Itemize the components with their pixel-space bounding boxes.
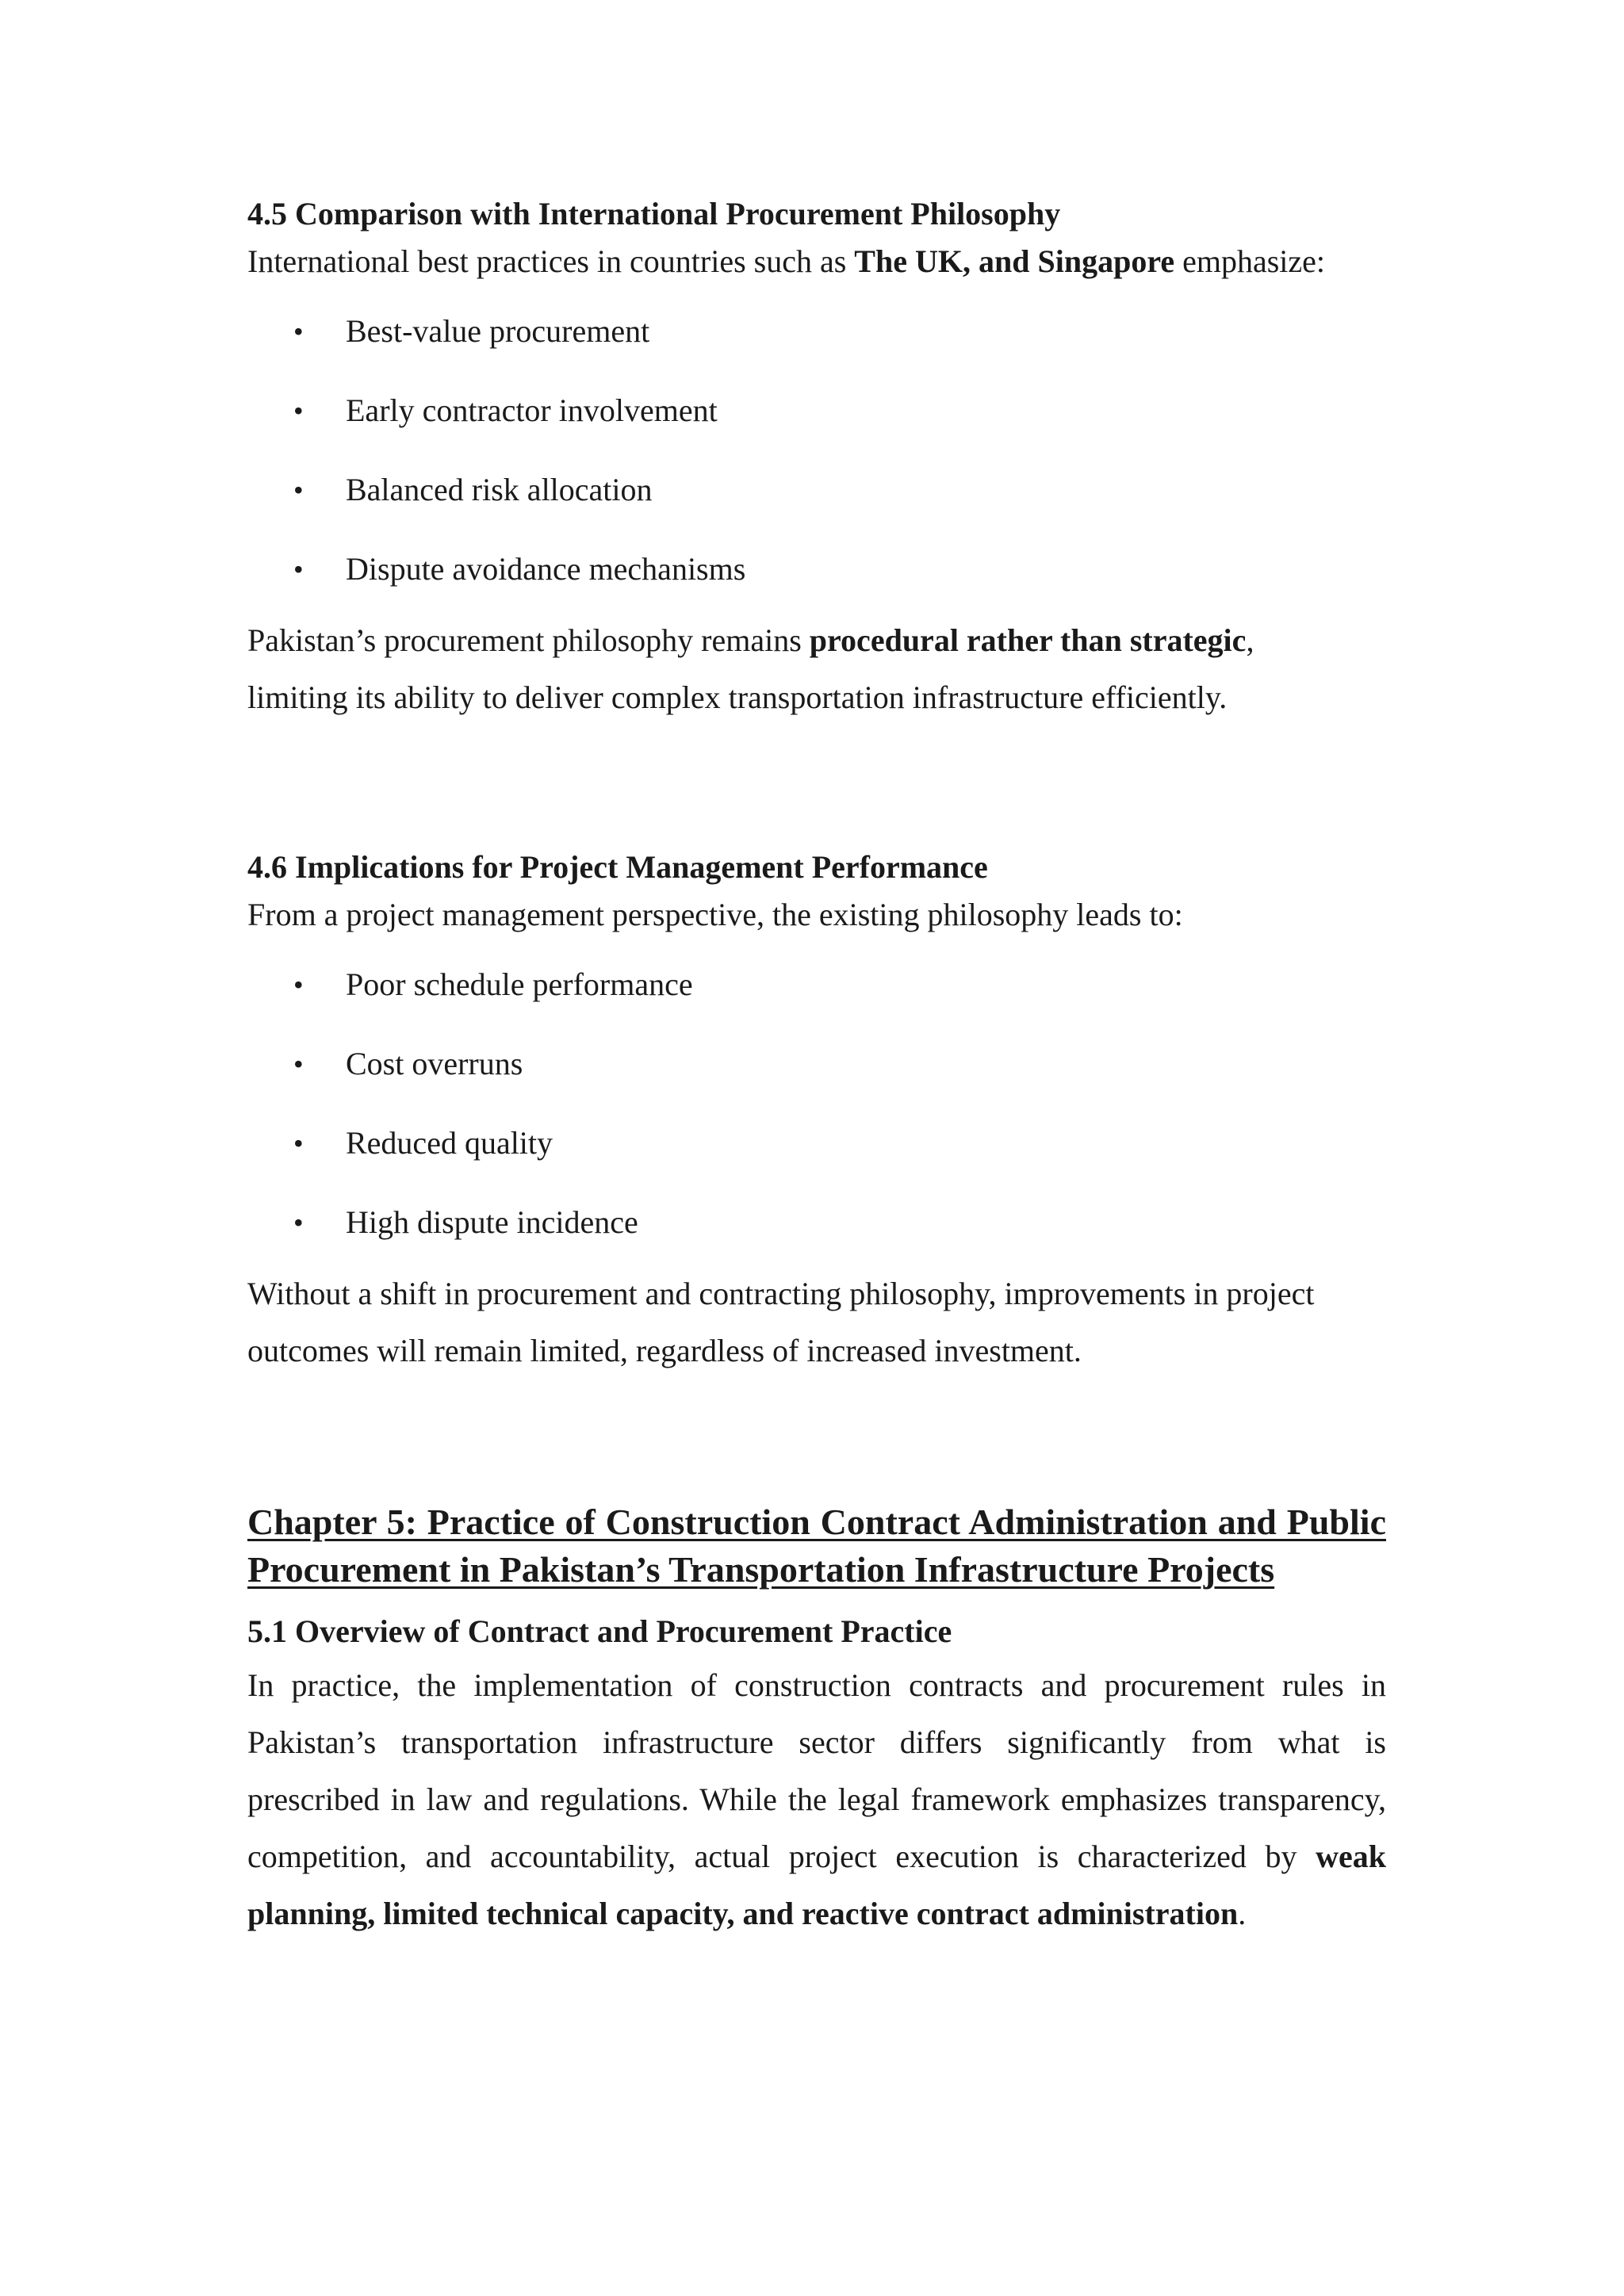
document-page <box>247 190 1386 1942</box>
list-item-text: Balanced risk allocation <box>346 472 653 507</box>
list-item <box>247 1104 1386 1183</box>
body-bold-text: weak planning, limited technical capacity, and reactive contract administration <box>247 1839 1386 1931</box>
list-item-text: Poor schedule performance <box>346 966 693 1002</box>
bullet-icon: • <box>293 1048 304 1080</box>
conclusion-text-end: , limiting its ability to deliver complex transportation infrastructure efficiently. <box>247 622 1254 715</box>
bullet-icon: • <box>293 553 304 585</box>
bullet-icon: • <box>293 474 304 506</box>
bullet-icon: • <box>293 969 304 1001</box>
chapter-title: Chapter 5: Practice of Construction Contract Administration and Public Procurement in Pakistan’s Transportation Infrastructure Projects <box>247 1502 1386 1590</box>
intro-bold-text: The UK, and Singapore <box>854 243 1175 279</box>
section-heading-4-5: 4.5 Comparison with International Procurement Philosophy <box>247 196 1061 232</box>
section-4-5-conclusion <box>247 612 1310 726</box>
intro-text: International best practices in countries such as <box>247 243 855 279</box>
body-text-end: . <box>1238 1896 1247 1931</box>
conclusion-bold-text: procedural rather than strategic <box>809 622 1247 658</box>
list-item <box>247 450 1386 530</box>
list-item <box>247 371 1386 450</box>
intro-text-end: emphasize: <box>1174 243 1326 279</box>
list-item-text: Cost overruns <box>346 1046 523 1081</box>
list-item-text: High dispute incidence <box>346 1204 638 1240</box>
bullet-icon: • <box>293 316 304 347</box>
section-4-5-intro <box>247 238 1386 285</box>
list-item <box>247 1183 1386 1262</box>
list-item-text: Best-value procurement <box>346 313 650 349</box>
section-heading-5-1: 5.1 Overview of Contract and Procurement Practice <box>247 1613 952 1649</box>
body-text: In practice, the implementation of construction contracts and procurement rules in Pakistan’s transportation infrastructure sector differs significantly from what is prescribed in law and regulations. While the legal framework emphasizes transparency, competition, and accountability, actual project execution is characterized by <box>247 1667 1386 1874</box>
section-4-5-bullet-list <box>247 292 1386 609</box>
section-4-6-bullet-list <box>247 945 1386 1262</box>
section-5-1-body <box>247 1657 1386 1942</box>
list-item <box>247 1024 1386 1104</box>
section-heading-4-6: 4.6 Implications for Project Management Performance <box>247 849 988 885</box>
list-item <box>247 945 1386 1024</box>
bullet-icon: • <box>293 1207 304 1238</box>
list-item-text: Early contractor involvement <box>346 392 718 428</box>
list-item <box>247 530 1386 609</box>
list-item-text: Reduced quality <box>346 1125 553 1161</box>
bullet-icon: • <box>293 1127 304 1159</box>
bullet-icon: • <box>293 395 304 427</box>
list-item <box>247 292 1386 371</box>
section-4-6-intro: From a project management perspective, the existing philosophy leads to: <box>247 897 1183 932</box>
conclusion-text: Pakistan’s procurement philosophy remains <box>247 622 810 658</box>
section-4-6-conclusion: Without a shift in procurement and contracting philosophy, improvements in project outcomes will remain limited, regardless of increased investment. <box>247 1276 1315 1368</box>
list-item-text: Dispute avoidance mechanisms <box>346 551 746 587</box>
